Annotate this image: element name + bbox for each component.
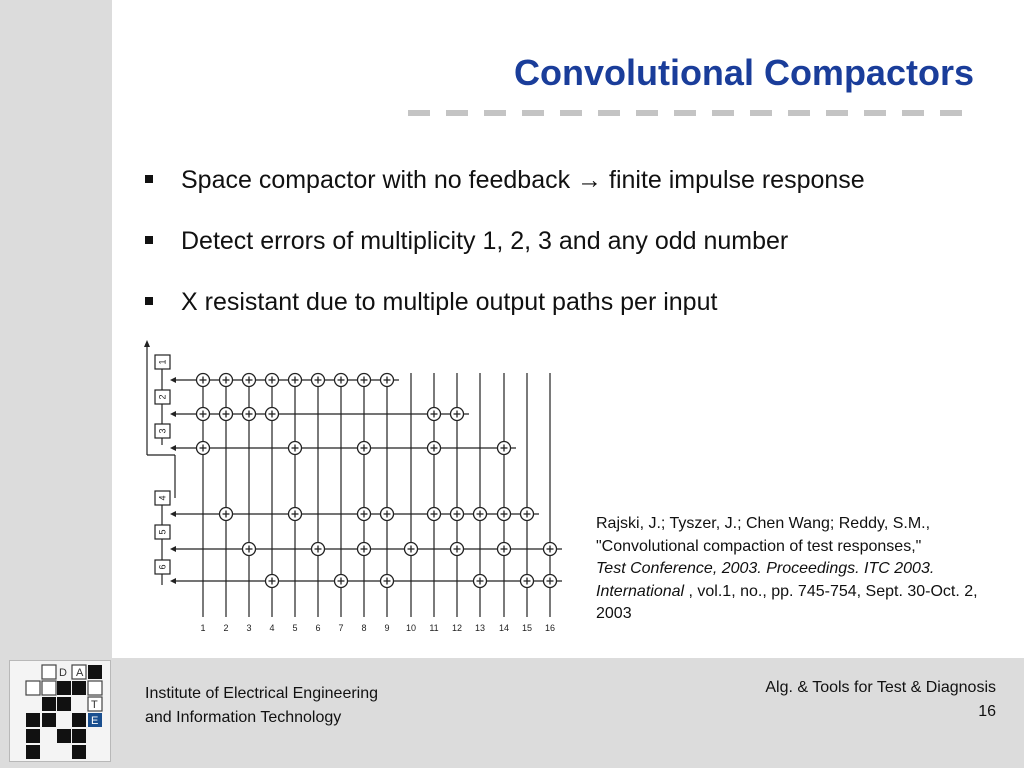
slide-title: Convolutional Compactors (513, 52, 974, 93)
bullet-list (145, 162, 865, 345)
bullet-marker-icon (145, 297, 153, 305)
arrow-icon (170, 445, 176, 451)
left-sidebar-band (0, 0, 112, 768)
bullet-marker-icon (145, 236, 153, 244)
arrow-icon (170, 511, 176, 517)
input-label: 7 (338, 623, 344, 633)
input-label: 16 (544, 623, 556, 633)
arrow-icon (170, 546, 176, 552)
input-label: 14 (498, 623, 510, 633)
register-label: 1 (157, 359, 168, 365)
institute-line-1: Institute of Electrical Engineering (145, 685, 379, 702)
input-label: 12 (451, 623, 463, 633)
register-label: 4 (157, 495, 168, 501)
arrow-icon (170, 578, 176, 584)
input-label: 10 (405, 623, 417, 633)
input-label: 2 (223, 623, 229, 633)
citation-venue: Test Conference, 2003. Proceedings. ITC 2003. International (596, 560, 935, 600)
date-logo-icon (10, 661, 110, 761)
bullet-marker-icon (145, 175, 153, 183)
logo-letter-d: D (59, 667, 67, 679)
register-label: 3 (157, 428, 168, 434)
citation-details: , vol.1, no., pp. 745-754, Sept. 30-Oct. 2, 2003 (596, 582, 978, 622)
citation-authors: Rajski, J.; Tyszer, J.; Chen Wang; Reddy, S.M., (596, 515, 931, 532)
input-label: 8 (361, 623, 367, 633)
input-label: 9 (384, 623, 390, 633)
logo-letter-e: E (91, 715, 99, 727)
course-info (765, 676, 996, 724)
input-label: 5 (292, 623, 298, 633)
input-label: 3 (246, 623, 252, 633)
arrow-icon (170, 377, 176, 383)
output-arrow-icon (144, 340, 150, 347)
convolutional-compactor-diagram (135, 335, 565, 635)
bullet-text: X resistant due to multiple output paths per input (181, 288, 718, 316)
bullet-text: Space compactor with no feedback → finite impulse response (181, 166, 865, 194)
institute-line-2: and Information Technology (145, 709, 342, 726)
register-label: 5 (157, 529, 168, 535)
citation-title: "Convolutional compaction of test responses," (596, 537, 922, 555)
course-name: Alg. & Tools for Test & Diagnosis (765, 679, 996, 696)
input-label: 6 (315, 623, 321, 633)
bullet-item (145, 162, 865, 223)
input-label: 13 (474, 623, 486, 633)
bullet-item (145, 223, 865, 284)
register-label: 2 (157, 394, 168, 400)
citation (596, 513, 1016, 626)
bullet-text: Detect errors of multiplicity 1, 2, 3 and any odd number (181, 227, 789, 255)
input-label: 1 (200, 623, 206, 633)
input-label: 4 (269, 623, 275, 633)
input-label: 15 (521, 623, 533, 633)
page-number: 16 (978, 703, 996, 720)
logo-letter-a: A (76, 667, 84, 679)
logo-letter-t: T (91, 699, 98, 711)
arrow-icon (170, 411, 176, 417)
institute-name (145, 682, 378, 730)
title-dashed-rule (408, 110, 973, 116)
register-label: 6 (157, 564, 168, 570)
date-logo (9, 660, 111, 762)
input-label: 11 (429, 623, 439, 633)
